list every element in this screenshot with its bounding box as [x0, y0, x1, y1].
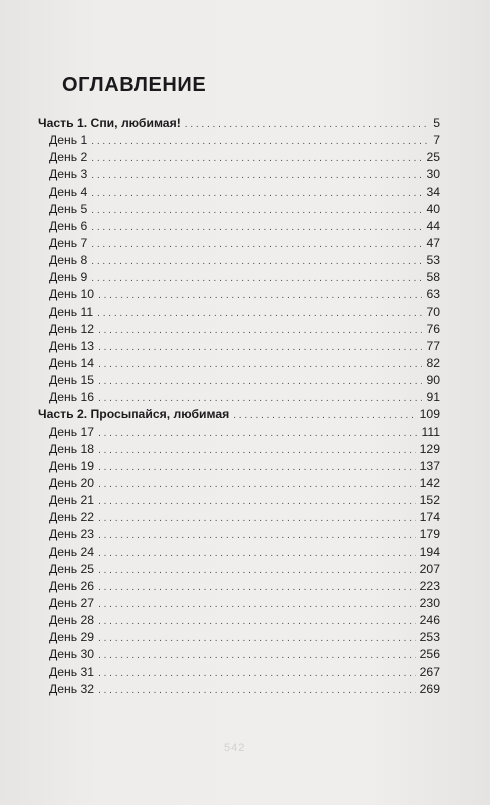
- toc-entry-page-number: 53: [426, 253, 440, 268]
- dot-leader: [233, 407, 415, 424]
- toc-day-entry: [38, 372, 440, 389]
- toc-entry-label: День 27: [49, 595, 95, 610]
- toc-day-entry: [38, 235, 440, 252]
- toc-entry-label: День 28: [49, 613, 95, 628]
- dot-leader: [98, 510, 416, 527]
- dot-leader: [98, 442, 416, 459]
- dot-leader: [91, 150, 422, 167]
- dot-leader: [98, 647, 416, 664]
- dot-leader: [98, 287, 422, 304]
- dot-leader: [91, 167, 422, 184]
- toc-entry-page-number: 246: [419, 613, 440, 628]
- dot-leader: [98, 630, 416, 647]
- toc-entry-label: День 7: [49, 235, 88, 250]
- toc-day-entry: [38, 595, 440, 612]
- dot-leader: [98, 373, 422, 390]
- toc-entry-page-number: 129: [419, 441, 440, 456]
- dot-leader: [98, 562, 416, 579]
- toc-day-entry: [38, 269, 440, 286]
- toc-entry-page-number: 58: [426, 270, 440, 285]
- toc-day-entry: [38, 492, 440, 509]
- toc-entry-page-number: 267: [419, 664, 440, 679]
- toc-entry-label: День 20: [49, 475, 95, 490]
- toc-day-entry: [38, 201, 440, 218]
- toc-entry-label: День 19: [49, 458, 95, 473]
- toc-day-entry: [38, 424, 440, 441]
- toc-day-entry: [38, 286, 440, 303]
- toc-entry-label: День 22: [49, 510, 95, 525]
- toc-entry-label: День 15: [49, 373, 95, 388]
- toc-entry-page-number: 47: [426, 235, 440, 250]
- toc-entry-label: День 25: [49, 561, 95, 576]
- dot-leader: [98, 390, 422, 407]
- toc-entry-label: День 17: [49, 424, 95, 439]
- dot-leader: [91, 202, 422, 219]
- toc-day-entry: [38, 681, 440, 698]
- toc-day-entry: [38, 132, 440, 149]
- toc-entry-label: Часть 2. Просыпайся, любимая: [38, 407, 230, 422]
- toc-entry-label: День 30: [49, 647, 95, 662]
- toc-entry-page-number: 40: [426, 201, 440, 216]
- dot-leader: [91, 133, 429, 150]
- toc-entry-page-number: 111: [421, 424, 440, 439]
- toc-entry-page-number: 142: [419, 475, 440, 490]
- dot-leader: [98, 459, 416, 476]
- toc-entry-page-number: 90: [426, 373, 440, 388]
- toc-entry-label: День 12: [49, 321, 95, 336]
- toc-day-entry: [38, 252, 440, 269]
- toc-day-entry: [38, 441, 440, 458]
- dot-leader: [98, 665, 416, 682]
- toc-part-entry: [38, 115, 440, 132]
- toc-entry-page-number: 207: [419, 561, 440, 576]
- dot-leader: [91, 253, 422, 270]
- toc-day-entry: [38, 578, 440, 595]
- dot-leader: [98, 682, 416, 699]
- dot-leader: [91, 236, 422, 253]
- toc-entry-page-number: 44: [426, 218, 440, 233]
- toc-day-entry: [38, 149, 440, 166]
- dot-leader: [91, 270, 422, 287]
- table-of-contents: [38, 115, 440, 698]
- toc-entry-page-number: 76: [426, 321, 440, 336]
- toc-entry-label: День 10: [49, 287, 95, 302]
- toc-day-entry: [38, 304, 440, 321]
- dot-leader: [91, 185, 422, 202]
- toc-entry-page-number: 194: [419, 544, 440, 559]
- toc-entry-page-number: 179: [419, 527, 440, 542]
- toc-entry-label: День 4: [49, 184, 88, 199]
- toc-entry-page-number: 82: [426, 355, 440, 370]
- toc-day-entry: [38, 389, 440, 406]
- dot-leader: [98, 356, 422, 373]
- toc-entry-label: День 21: [49, 493, 95, 508]
- toc-entry-label: День 26: [49, 578, 95, 593]
- toc-entry-page-number: 269: [419, 681, 440, 696]
- toc-entry-label: День 6: [49, 218, 88, 233]
- toc-entry-label: День 18: [49, 441, 95, 456]
- toc-day-entry: [38, 561, 440, 578]
- toc-part-entry: [38, 406, 440, 423]
- toc-entry-label: День 24: [49, 544, 95, 559]
- toc-entry-label: День 2: [49, 150, 88, 165]
- dot-leader: [98, 613, 416, 630]
- toc-day-entry: [38, 355, 440, 372]
- toc-day-entry: [38, 218, 440, 235]
- toc-day-entry: [38, 509, 440, 526]
- page-number: 542: [224, 742, 246, 754]
- toc-entry-label: День 23: [49, 527, 95, 542]
- toc-entry-page-number: 91: [426, 390, 440, 405]
- toc-entry-page-number: 223: [419, 578, 440, 593]
- dot-leader: [98, 527, 416, 544]
- toc-entry-label: День 5: [49, 201, 88, 216]
- toc-day-entry: [38, 338, 440, 355]
- toc-entry-page-number: 5: [433, 116, 440, 130]
- toc-entry-page-number: 137: [419, 458, 440, 473]
- dot-leader: [91, 219, 422, 236]
- toc-day-entry: [38, 544, 440, 561]
- dot-leader: [98, 579, 416, 596]
- dot-leader: [97, 305, 422, 322]
- toc-entry-page-number: 109: [419, 407, 440, 422]
- toc-entry-page-number: 256: [419, 647, 440, 662]
- toc-day-entry: [38, 321, 440, 338]
- toc-day-entry: [38, 629, 440, 646]
- dot-leader: [98, 425, 417, 442]
- page-title: ОГЛАВЛЕНИЕ: [62, 74, 207, 96]
- toc-entry-page-number: 25: [426, 150, 440, 165]
- toc-entry-page-number: 34: [426, 184, 440, 199]
- toc-entry-page-number: 70: [426, 304, 440, 319]
- toc-entry-page-number: 7: [433, 133, 440, 148]
- toc-entry-page-number: 63: [426, 287, 440, 302]
- toc-entry-page-number: 230: [419, 595, 440, 610]
- toc-entry-label: День 16: [49, 390, 95, 405]
- dot-leader: [98, 322, 422, 339]
- toc-entry-page-number: 152: [419, 493, 440, 508]
- toc-day-entry: [38, 664, 440, 681]
- toc-entry-page-number: 253: [419, 630, 440, 645]
- toc-entry-label: День 11: [49, 304, 94, 319]
- dot-leader: [185, 116, 429, 133]
- toc-day-entry: [38, 184, 440, 201]
- toc-entry-label: День 9: [49, 270, 88, 285]
- dot-leader: [98, 493, 416, 510]
- toc-entry-label: День 29: [49, 630, 95, 645]
- toc-entry-label: Часть 1. Спи, любимая!: [38, 116, 181, 130]
- toc-entry-label: День 8: [49, 253, 88, 268]
- toc-entry-label: День 13: [49, 338, 95, 353]
- toc-entry-label: День 14: [49, 355, 95, 370]
- dot-leader: [98, 339, 422, 356]
- toc-entry-page-number: 77: [426, 338, 440, 353]
- toc-day-entry: [38, 526, 440, 543]
- toc-entry-page-number: 174: [419, 510, 440, 525]
- toc-day-entry: [38, 646, 440, 663]
- toc-entry-page-number: 30: [426, 167, 440, 182]
- toc-day-entry: [38, 475, 440, 492]
- toc-day-entry: [38, 458, 440, 475]
- toc-entry-label: День 32: [49, 681, 95, 696]
- dot-leader: [98, 476, 416, 493]
- toc-day-entry: [38, 166, 440, 183]
- toc-entry-label: День 1: [49, 133, 88, 148]
- dot-leader: [98, 596, 416, 613]
- toc-entry-label: День 3: [49, 167, 88, 182]
- dot-leader: [98, 545, 416, 562]
- toc-day-entry: [38, 612, 440, 629]
- toc-entry-label: День 31: [49, 664, 95, 679]
